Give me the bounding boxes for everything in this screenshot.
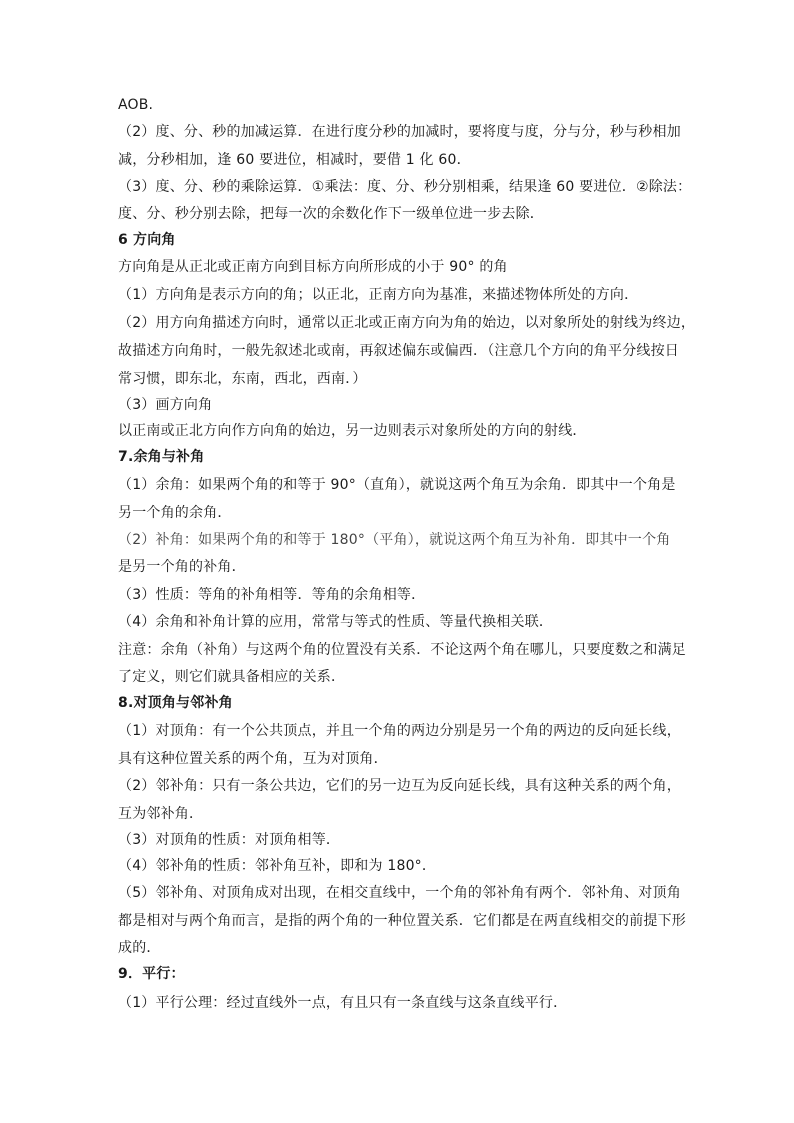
section-heading-complementary-angles: 7.余角与补角 xyxy=(118,449,205,465)
text-line: （3）对顶角的性质：对顶角相等． xyxy=(118,832,341,848)
text-line: （2）补角：如果两个角的和等于 180°（平角），就说这两个角互为补角．即其中一个角 xyxy=(118,532,671,548)
text-line: 以正南或正北方向作方向角的始边，另一边则表示对象所处的方向的射线． xyxy=(118,423,587,439)
text-line-continuation: AOB. xyxy=(118,97,154,113)
text-line: 减，分秒相加，逢 60 要进位，相减时，要借 1 化 60． xyxy=(118,152,471,168)
section-heading-direction-angle: 6 方向角 xyxy=(118,232,176,248)
text-line: 是另一个角的补角． xyxy=(118,559,246,575)
text-line: （1）方向角是表示方向的角；以正北，正南方向为基准，来描述物体所处的方向． xyxy=(118,287,639,303)
text-line: 互为邻补角． xyxy=(118,806,204,822)
text-line: 成的． xyxy=(118,940,161,956)
text-line: （5）邻补角、对顶角成对出现，在相交直线中，一个角的邻补角有两个．邻补角、对顶角 xyxy=(118,885,681,901)
text-line: （3）度、分、秒的乘除运算．①乘法：度、分、秒分别相乘，结果逢 60 要进位．②除法： xyxy=(118,179,692,195)
text-line: 了定义，则它们就具备相应的关系． xyxy=(118,669,346,685)
text-line: （3）性质：等角的补角相等．等角的余角相等． xyxy=(118,587,426,603)
text-line: （4）邻补角的性质：邻补角互补，即和为 180°． xyxy=(118,858,437,874)
text-line: 都是相对与两个角而言，是指的两个角的一种位置关系．它们都是在两直线相交的前提下形 xyxy=(118,913,686,929)
text-line-note: 注意：余角（补角）与这两个角的位置没有关系．不论这两个角在哪儿，只要度数之和满足 xyxy=(118,642,686,658)
text-line: （1）余角：如果两个角的和等于 90°（直角），就说这两个角互为余角．即其中一个角是 xyxy=(118,477,676,493)
text-line: 方向角是从正北或正南方向到目标方向所形成的小于 90° 的角 xyxy=(118,259,508,275)
section-heading-vertical-angles: 8.对顶角与邻补角 xyxy=(118,695,233,711)
text-line: （1）平行公理：经过直线外一点，有且只有一条直线与这条直线平行． xyxy=(118,995,568,1011)
text-line: （2）用方向角描述方向时，通常以正北或正南方向为角的始边，以对象所处的射线为终边， xyxy=(118,315,696,331)
text-line: 故描述方向角时，一般先叙述北或南，再叙述偏东或偏西．（注意几个方向的角平分线按日 xyxy=(118,343,679,359)
text-line: （3）画方向角 xyxy=(118,397,213,413)
text-line: 另一个角的余角． xyxy=(118,505,232,521)
text-line: 常习惯，即东北，东南，西北，西南．） xyxy=(118,371,367,387)
text-line: （2）邻补角：只有一条公共边，它们的另一边互为反向延长线，具有这种关系的两个角， xyxy=(118,778,681,794)
section-heading-parallel: 9．平行： xyxy=(118,966,185,982)
text-line: 具有这种位置关系的两个角，互为对顶角． xyxy=(118,751,388,767)
text-line: 度、分、秒分别去除，把每一次的余数化作下一级单位进一步去除． xyxy=(118,206,544,222)
text-line: （1）对顶角：有一个公共顶点，并且一个角的两边分别是另一个角的两边的反向延长线， xyxy=(118,723,681,739)
text-line: （4）余角和补角计算的应用，常常与等式的性质、等量代换相关联． xyxy=(118,614,554,630)
text-line: （2）度、分、秒的加减运算．在进行度分秒的加减时，要将度与度，分与分，秒与秒相加 xyxy=(118,124,681,140)
